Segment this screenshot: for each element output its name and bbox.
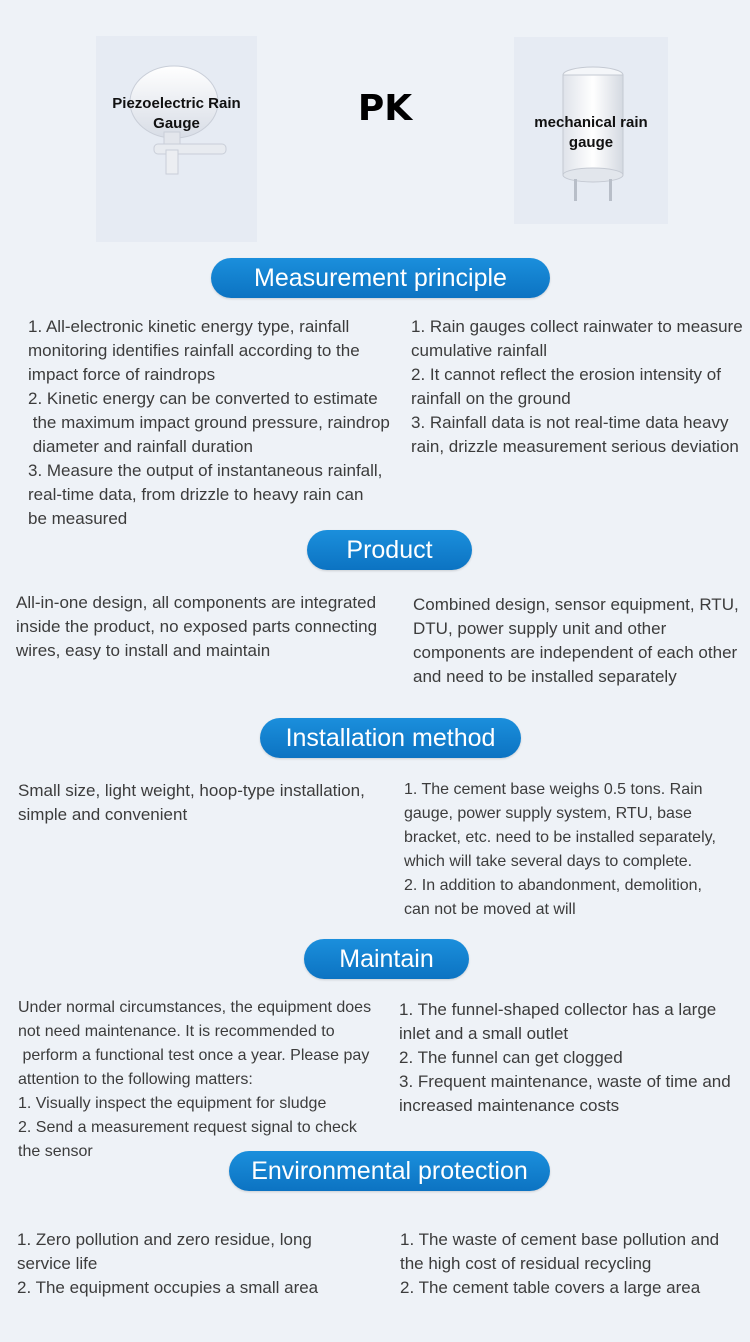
text-line: 2. It cannot reflect the erosion intensity of: [411, 365, 721, 384]
text-line: 1. The funnel-shaped collector has a large: [399, 1000, 717, 1019]
measurement-principle-right-text: [411, 315, 743, 459]
text-line: bracket, etc. need to be installed separately,: [404, 829, 716, 846]
text-line: 2. Kinetic energy can be converted to estimate: [28, 389, 378, 408]
text-line: can not be moved at will: [404, 901, 576, 918]
text-line: 1. The waste of cement base pollution and: [400, 1230, 720, 1249]
pk-label: PK: [357, 88, 413, 129]
text-line: 3. Measure the output of instantaneous rainfall,: [28, 461, 383, 480]
section-title-installation-method: Installation method: [260, 718, 521, 758]
section-title-maintain: Maintain: [304, 939, 469, 979]
text-line: 1. Visually inspect the equipment for sludge: [18, 1095, 327, 1112]
text-line: 1. The cement base weighs 0.5 tons. Rain: [404, 781, 703, 798]
text-line: 1. All-electronic kinetic energy type, rainfall: [28, 317, 350, 336]
text-line: be measured: [28, 509, 128, 528]
text-line: rain, drizzle measurement serious deviation: [411, 437, 739, 456]
text-line: 1. Rain gauges collect rainwater to measure: [411, 317, 743, 336]
installation-left-text: [18, 779, 365, 827]
text-line: perform a functional test once a year. Please pay: [18, 1047, 370, 1064]
section-title-product: Product: [307, 530, 472, 570]
text-line: inside the product, no exposed parts connecting: [16, 617, 378, 636]
installation-right-text: [404, 778, 716, 922]
text-line: 2. The equipment occupies a small area: [17, 1278, 319, 1297]
text-line: All-in-one design, all components are integrated: [16, 593, 377, 612]
text-line: and need to be installed separately: [413, 667, 677, 686]
product-right-text: [413, 593, 739, 689]
environmental-right-text: [400, 1228, 719, 1300]
product-left-text: [16, 591, 377, 663]
text-line: 3. Rainfall data is not real-time data heavy: [411, 413, 729, 432]
text-line: 2. The funnel can get clogged: [399, 1048, 623, 1067]
right-product-name-line-1: mechanical rain: [534, 114, 648, 131]
text-line: 2. In addition to abandonment, demolition,: [404, 877, 702, 894]
right-product-name-line-2: gauge: [568, 134, 614, 151]
text-line: service life: [17, 1254, 98, 1273]
text-line: monitoring identifies rainfall according to the: [28, 341, 360, 360]
text-line: wires, easy to install and maintain: [16, 641, 271, 660]
text-line: increased maintenance costs: [399, 1096, 620, 1115]
mechanical-gauge-image: [514, 37, 668, 224]
piezoelectric-gauge-image: [96, 36, 257, 242]
left-product-name-line-2: Gauge: [153, 115, 200, 132]
text-line: 3. Frequent maintenance, waste of time and: [399, 1072, 731, 1091]
text-line: attention to the following matters:: [18, 1071, 253, 1088]
text-line: rainfall on the ground: [411, 389, 571, 408]
maintain-left-text: [18, 996, 371, 1164]
measurement-principle-left-text: [28, 315, 390, 531]
text-line: 2. The cement table covers a large area: [400, 1278, 701, 1297]
section-title-environmental-protection: Environmental protection: [229, 1151, 550, 1191]
maintain-right-text: [399, 998, 731, 1118]
text-line: gauge, power supply system, RTU, base: [404, 805, 692, 822]
text-line: diameter and rainfall duration: [28, 437, 253, 456]
left-product-name-line-1: Piezoelectric Rain: [112, 95, 241, 112]
text-line: the maximum impact ground pressure, raindrop: [28, 413, 390, 432]
text-line: 1. Zero pollution and zero residue, long: [17, 1230, 312, 1249]
text-line: Small size, light weight, hoop-type installation,: [18, 781, 365, 800]
text-line: cumulative rainfall: [411, 341, 548, 360]
text-line: 2. Send a measurement request signal to check: [18, 1119, 357, 1136]
text-line: inlet and a small outlet: [399, 1024, 569, 1043]
text-line: Combined design, sensor equipment, RTU,: [413, 595, 739, 614]
text-line: components are independent of each other: [413, 643, 738, 662]
text-line: impact force of raindrops: [28, 365, 216, 384]
text-line: not need maintenance. It is recommended to: [18, 1023, 335, 1040]
text-line: the sensor: [18, 1143, 93, 1160]
text-line: the high cost of residual recycling: [400, 1254, 652, 1273]
environmental-left-text: [17, 1228, 318, 1300]
section-title-measurement-principle: Measurement principle: [211, 258, 550, 298]
text-line: DTU, power supply unit and other: [413, 619, 667, 638]
text-line: which will take several days to complete.: [404, 853, 693, 870]
text-line: simple and convenient: [18, 805, 188, 824]
text-line: Under normal circumstances, the equipment does: [18, 999, 372, 1016]
text-line: real-time data, from drizzle to heavy rain can: [28, 485, 364, 504]
